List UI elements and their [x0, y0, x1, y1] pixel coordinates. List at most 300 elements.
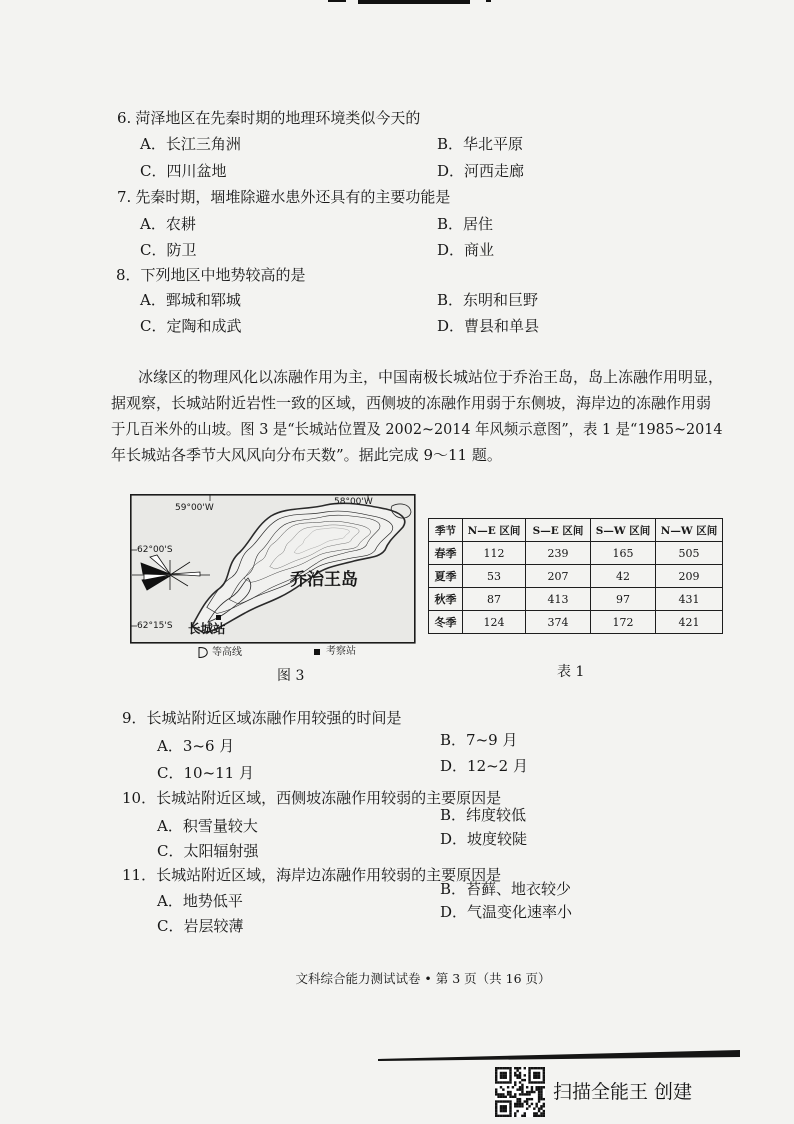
qr-module	[543, 1112, 545, 1114]
contour-legend-icon	[196, 646, 209, 659]
qr-module	[509, 1069, 511, 1071]
qr-module	[495, 1088, 497, 1090]
qr-module	[535, 1112, 537, 1114]
question-6-stem	[117, 109, 717, 127]
qr-module	[509, 1110, 511, 1112]
qr-module	[543, 1103, 545, 1105]
table-cell-season: 夏季	[429, 565, 463, 588]
option-6a: A．长江三角洲	[140, 135, 241, 153]
qr-module	[526, 1103, 528, 1105]
qr-module	[528, 1081, 530, 1083]
qr-module	[535, 1086, 537, 1088]
qr-module	[543, 1069, 545, 1071]
qr-module	[502, 1107, 504, 1109]
qr-module	[497, 1067, 499, 1069]
qr-module	[495, 1091, 497, 1093]
scan-artifact-dash	[328, 0, 346, 2]
qr-module	[524, 1100, 526, 1102]
qr-module	[500, 1110, 502, 1112]
table-cell-season: 春季	[429, 542, 463, 565]
qr-module	[535, 1067, 537, 1069]
table-cell: 165	[591, 542, 656, 565]
qr-module	[533, 1077, 535, 1079]
qr-module	[538, 1088, 540, 1090]
qr-module	[524, 1079, 526, 1081]
option-8b: B．东明和巨野	[437, 291, 539, 309]
table-header-row	[429, 519, 723, 542]
qr-module	[543, 1067, 545, 1069]
qr-module	[507, 1115, 509, 1117]
table-row	[429, 565, 723, 588]
qr-module	[516, 1110, 518, 1112]
table-cell: 505	[656, 542, 723, 565]
qr-module	[495, 1105, 497, 1107]
longitude-label-east: 58°00'W	[334, 497, 373, 507]
option-9b: B．7~9 月	[440, 731, 518, 749]
qr-module	[521, 1093, 523, 1095]
qr-module	[528, 1098, 530, 1100]
qr-module	[500, 1081, 502, 1083]
qr-module	[502, 1077, 504, 1079]
qr-module	[497, 1115, 499, 1117]
scanner-watermark: 扫描全能王 创建	[553, 1081, 693, 1103]
qr-module	[538, 1100, 540, 1102]
qr-module	[521, 1086, 523, 1088]
qr-module	[502, 1074, 504, 1076]
qr-module	[514, 1081, 516, 1083]
qr-module	[495, 1072, 497, 1074]
qr-module	[500, 1074, 502, 1076]
qr-module	[500, 1115, 502, 1117]
qr-module	[505, 1072, 507, 1074]
passage-line-1: 冰缘区的物理风化以冻融作用为主，中国南极长城站位于乔治王岛，岛上冻融作用明显，	[138, 368, 724, 386]
qr-module	[533, 1081, 535, 1083]
table-row	[429, 542, 723, 565]
question-text: 下列地区中地势较高的是	[140, 266, 306, 284]
qr-module	[531, 1103, 533, 1105]
qr-module	[524, 1112, 526, 1114]
scan-artifact-dot	[486, 0, 491, 2]
option-11b: B．苔藓、地衣较少	[440, 880, 572, 898]
qr-module	[521, 1079, 523, 1081]
qr-module	[514, 1072, 516, 1074]
option-9a: A．3~6 月	[157, 737, 235, 755]
qr-module	[543, 1086, 545, 1088]
table-header: S—E 区间	[526, 519, 591, 542]
qr-module	[505, 1105, 507, 1107]
qr-module	[519, 1098, 521, 1100]
qr-module	[505, 1081, 507, 1083]
qr-module	[538, 1091, 540, 1093]
qr-module	[516, 1088, 518, 1090]
qr-module	[524, 1074, 526, 1076]
option-6c: C．四川盆地	[140, 162, 227, 180]
qr-module	[519, 1067, 521, 1069]
qr-module	[528, 1091, 530, 1093]
qr-module	[524, 1067, 526, 1069]
legend-station-label: 考察站	[326, 646, 356, 657]
qr-module	[502, 1110, 504, 1112]
qr-module	[505, 1110, 507, 1112]
table-cell: 421	[656, 611, 723, 634]
qr-module	[509, 1096, 511, 1098]
qr-module	[531, 1081, 533, 1083]
qr-module	[514, 1115, 516, 1117]
qr-module	[495, 1112, 497, 1114]
qr-module	[519, 1074, 521, 1076]
table-header: S—W 区间	[591, 519, 656, 542]
qr-module	[495, 1081, 497, 1083]
qr-module	[514, 1074, 516, 1076]
qr-module	[500, 1107, 502, 1109]
qr-module	[505, 1096, 507, 1098]
qr-module	[509, 1081, 511, 1083]
qr-module	[540, 1067, 542, 1069]
figure-3-caption: 图 3	[277, 668, 305, 684]
qr-module	[519, 1093, 521, 1095]
qr-module	[543, 1098, 545, 1100]
qr-module	[533, 1067, 535, 1069]
qr-module	[502, 1072, 504, 1074]
table-cell: 207	[526, 565, 591, 588]
qr-module	[495, 1079, 497, 1081]
table-cell: 239	[526, 542, 591, 565]
qr-module	[540, 1105, 542, 1107]
qr-module	[538, 1077, 540, 1079]
qr-module	[528, 1093, 530, 1095]
qr-module	[495, 1100, 497, 1102]
qr-module	[533, 1091, 535, 1093]
qr-module	[509, 1077, 511, 1079]
qr-module	[514, 1067, 516, 1069]
table-cell: 87	[463, 588, 526, 611]
qr-module	[519, 1100, 521, 1102]
qr-module	[507, 1093, 509, 1095]
qr-module	[495, 1107, 497, 1109]
option-7b: B．居住	[437, 215, 494, 233]
qr-module	[540, 1093, 542, 1095]
latitude-label-north: 62°00'S	[137, 545, 173, 555]
question-number: 6.	[117, 109, 132, 127]
scan-artifact-blocks	[358, 0, 470, 4]
qr-module	[509, 1067, 511, 1069]
option-8a: A．鄄城和郓城	[140, 291, 241, 309]
qr-module	[505, 1115, 507, 1117]
option-10b: B．纬度较低	[440, 806, 527, 824]
passage-line-4: 年长城站各季节大风风向分布天数”。据此完成 9～11 题。	[111, 446, 502, 464]
scan-edge-stroke	[378, 1050, 740, 1061]
table-header: N—W 区间	[656, 519, 723, 542]
table-cell: 209	[656, 565, 723, 588]
passage-line-2: 据观察，长城站附近岩性一致的区域，西侧坡的冻融作用弱于东侧坡，海岸边的冻融作用弱	[111, 394, 712, 412]
question-8-stem	[116, 266, 716, 284]
qr-module	[538, 1096, 540, 1098]
qr-module	[535, 1088, 537, 1090]
qr-module	[495, 1093, 497, 1095]
qr-module	[540, 1107, 542, 1109]
qr-module	[521, 1105, 523, 1107]
option-8d: D．曹县和单县	[437, 317, 540, 335]
qr-module	[502, 1105, 504, 1107]
qr-module	[502, 1088, 504, 1090]
qr-module	[500, 1067, 502, 1069]
qr-module	[497, 1081, 499, 1083]
qr-module	[502, 1100, 504, 1102]
qr-module	[535, 1115, 537, 1117]
qr-code-image	[495, 1067, 545, 1117]
qr-module	[533, 1112, 535, 1114]
qr-module	[505, 1077, 507, 1079]
table-cell: 172	[591, 611, 656, 634]
qr-module	[535, 1103, 537, 1105]
qr-module	[497, 1096, 499, 1098]
qr-module	[531, 1088, 533, 1090]
qr-module	[540, 1098, 542, 1100]
question-9-stem	[122, 709, 712, 727]
qr-module	[495, 1069, 497, 1071]
qr-module	[500, 1077, 502, 1079]
qr-module	[540, 1112, 542, 1114]
qr-module	[509, 1093, 511, 1095]
table-row	[429, 588, 723, 611]
qr-module	[502, 1096, 504, 1098]
question-text: 先秦时期，堌堆除避水患外还具有的主要功能是	[135, 188, 451, 206]
qr-module	[509, 1103, 511, 1105]
qr-module	[540, 1091, 542, 1093]
qr-module	[497, 1093, 499, 1095]
qr-module	[519, 1103, 521, 1105]
option-10c: C．太阳辐射强	[157, 842, 259, 860]
qr-module	[528, 1077, 530, 1079]
table-cell: 97	[591, 588, 656, 611]
qr-module	[502, 1093, 504, 1095]
qr-module	[538, 1115, 540, 1117]
option-10a: A．积雪量较大	[157, 817, 258, 835]
question-text: 长城站附近区域，西侧坡冻融作用较弱的主要原因是	[156, 789, 502, 807]
qr-module	[524, 1115, 526, 1117]
question-number: 10．	[122, 789, 157, 807]
qr-module	[495, 1074, 497, 1076]
table-cell-season: 秋季	[429, 588, 463, 611]
option-6b: B．华北平原	[437, 135, 524, 153]
qr-module	[516, 1074, 518, 1076]
qr-module	[543, 1077, 545, 1079]
qr-module	[521, 1103, 523, 1105]
qr-module	[540, 1081, 542, 1083]
qr-module	[531, 1098, 533, 1100]
question-number: 8．	[116, 266, 141, 284]
question-text: 长城站附近区域，海岸边冻融作用较弱的主要原因是	[156, 866, 502, 884]
qr-module	[509, 1074, 511, 1076]
qr-module	[543, 1079, 545, 1081]
page-footer: 文科综合能力测试试卷 • 第 3 页（共 16 页）	[295, 971, 551, 986]
qr-module	[538, 1067, 540, 1069]
qr-module	[514, 1084, 516, 1086]
qr-module	[507, 1081, 509, 1083]
qr-module	[533, 1107, 535, 1109]
qr-module	[514, 1105, 516, 1107]
qr-module	[516, 1100, 518, 1102]
qr-module	[528, 1079, 530, 1081]
qr-module	[509, 1091, 511, 1093]
qr-module	[507, 1091, 509, 1093]
option-7a: A．农耕	[140, 215, 196, 233]
qr-module	[514, 1096, 516, 1098]
qr-module	[505, 1067, 507, 1069]
qr-module	[538, 1086, 540, 1088]
qr-module	[535, 1105, 537, 1107]
table-header: N—E 区间	[463, 519, 526, 542]
option-10d: D．坡度较陡	[440, 830, 528, 848]
qr-module	[516, 1067, 518, 1069]
qr-module	[500, 1086, 502, 1088]
option-9c: C．10~11 月	[157, 764, 254, 782]
qr-module	[521, 1088, 523, 1090]
table-row	[429, 611, 723, 634]
qr-module	[521, 1084, 523, 1086]
qr-module	[509, 1079, 511, 1081]
station-label: 长城站	[188, 621, 226, 636]
qr-module	[543, 1074, 545, 1076]
qr-module	[543, 1081, 545, 1083]
qr-module	[500, 1096, 502, 1098]
option-6d: D．河西走廊	[437, 162, 525, 180]
table-cell: 42	[591, 565, 656, 588]
qr-module	[516, 1077, 518, 1079]
qr-module	[538, 1072, 540, 1074]
qr-module	[533, 1115, 535, 1117]
question-number: 9．	[122, 709, 147, 727]
question-text: 菏泽地区在先秦时期的地理环境类似今天的	[135, 109, 421, 127]
option-11c: C．岩层较薄	[157, 917, 244, 935]
qr-module	[543, 1072, 545, 1074]
qr-module	[507, 1100, 509, 1102]
table-cell: 413	[526, 588, 591, 611]
station-marker	[216, 615, 221, 620]
qr-module	[533, 1072, 535, 1074]
qr-module	[509, 1115, 511, 1117]
qr-module	[519, 1088, 521, 1090]
table-cell-season: 冬季	[429, 611, 463, 634]
qr-module	[495, 1103, 497, 1105]
qr-module	[531, 1067, 533, 1069]
qr-module	[514, 1112, 516, 1114]
qr-module	[500, 1072, 502, 1074]
qr-module	[528, 1072, 530, 1074]
qr-module	[538, 1110, 540, 1112]
qr-module	[519, 1077, 521, 1079]
qr-module	[514, 1103, 516, 1105]
table-1	[428, 518, 723, 634]
table-header: 季节	[429, 519, 463, 542]
qr-module	[516, 1069, 518, 1071]
qr-module	[512, 1096, 514, 1098]
question-10-stem	[122, 789, 712, 807]
legend-station-square	[314, 649, 320, 655]
qr-module	[495, 1115, 497, 1117]
qr-module	[543, 1115, 545, 1117]
option-7c: C．防卫	[140, 241, 197, 259]
qr-module	[524, 1093, 526, 1095]
qr-module	[540, 1086, 542, 1088]
qr-module	[521, 1115, 523, 1117]
qr-module	[495, 1067, 497, 1069]
qr-module	[540, 1088, 542, 1090]
table-cell: 112	[463, 542, 526, 565]
latitude-label-south: 62°15'S	[137, 621, 173, 631]
qr-module	[533, 1074, 535, 1076]
qr-module	[519, 1086, 521, 1088]
qr-module	[512, 1086, 514, 1088]
qr-module	[526, 1091, 528, 1093]
qr-module	[509, 1105, 511, 1107]
qr-module	[505, 1100, 507, 1102]
qr-module	[519, 1105, 521, 1107]
option-8c: C．定陶和成武	[140, 317, 242, 335]
option-11a: A．地势低平	[157, 892, 243, 910]
table-cell: 53	[463, 565, 526, 588]
table-1-caption: 表 1	[557, 664, 585, 680]
qr-module	[538, 1081, 540, 1083]
qr-module	[509, 1112, 511, 1114]
qr-module	[526, 1093, 528, 1095]
qr-module	[526, 1100, 528, 1102]
qr-module	[516, 1098, 518, 1100]
qr-module	[519, 1072, 521, 1074]
question-7-stem	[117, 188, 717, 206]
question-text: 长城站附近区域冻融作用较强的时间是	[146, 709, 402, 727]
legend-contour-label: 等高线	[212, 647, 242, 658]
qr-module	[538, 1098, 540, 1100]
qr-module	[507, 1067, 509, 1069]
option-7d: D．商业	[437, 241, 495, 259]
table-cell: 374	[526, 611, 591, 634]
question-number: 11．	[122, 866, 157, 884]
option-9d: D．12~2 月	[440, 757, 528, 775]
qr-module	[500, 1105, 502, 1107]
option-11d: D．气温变化速率小	[440, 903, 573, 921]
qr-module	[502, 1067, 504, 1069]
qr-module	[528, 1074, 530, 1076]
qr-module	[543, 1105, 545, 1107]
qr-module	[497, 1100, 499, 1102]
qr-module	[500, 1100, 502, 1102]
island-label: 乔治王岛	[290, 570, 358, 590]
qr-module	[526, 1107, 528, 1109]
qr-module	[540, 1096, 542, 1098]
qr-module	[509, 1100, 511, 1102]
qr-module	[528, 1067, 530, 1069]
qr-module	[531, 1086, 533, 1088]
table-cell: 431	[656, 588, 723, 611]
qr-module	[505, 1074, 507, 1076]
qr-module	[528, 1105, 530, 1107]
qr-module	[502, 1115, 504, 1117]
qr-module	[521, 1091, 523, 1093]
longitude-label-west: 59°00'W	[175, 503, 214, 513]
passage-line-3: 于几百米外的山坡。图 3 是“长城站位置及 2002~2014 年风频示意图”，表 1 是“1985~2014	[111, 420, 723, 438]
qr-module	[495, 1110, 497, 1112]
qr-module	[528, 1069, 530, 1071]
qr-module	[514, 1093, 516, 1095]
qr-module	[505, 1107, 507, 1109]
qr-module	[495, 1077, 497, 1079]
qr-module	[538, 1107, 540, 1109]
qr-module	[535, 1081, 537, 1083]
qr-module	[519, 1081, 521, 1083]
qr-module	[509, 1107, 511, 1109]
qr-module	[526, 1086, 528, 1088]
